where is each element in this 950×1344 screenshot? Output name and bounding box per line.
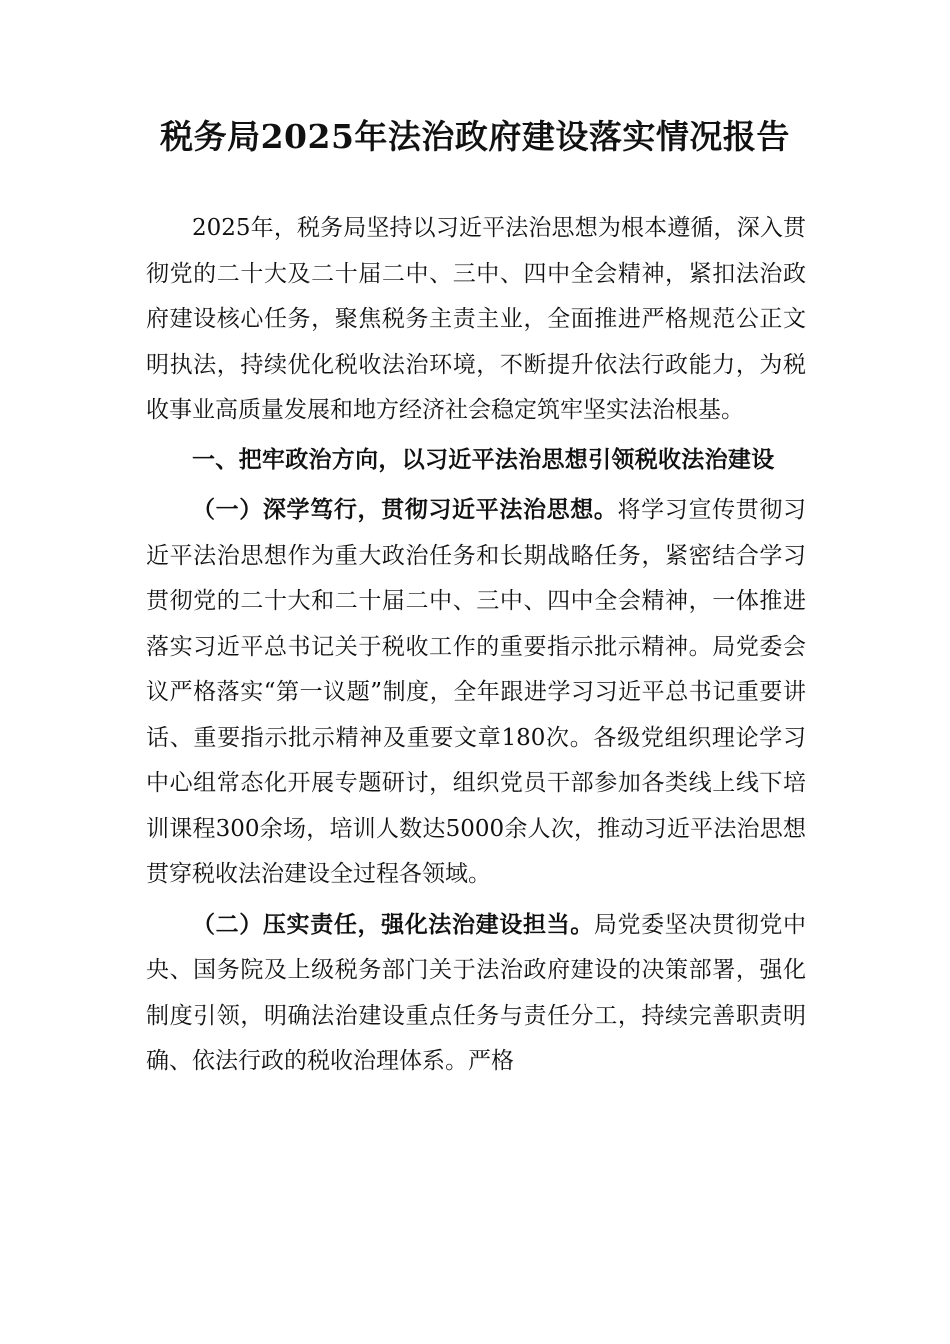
subsection-paragraph-1 [146, 487, 806, 898]
document-title: 税务局2025年法治政府建设落实情况报告 [160, 117, 790, 156]
subsection-text-1: 将学习宣传贯彻习近平法治思想作为重大政治任务和长期战略任务，紧密结合学习贯彻党的二十大和二十届二中、三中、四中全会精神，一体推进落实习近平总书记关于税收工作的重要指示批示精神。局党委会议严格落实“第一议题”制度，全年跟进学习习近平总书记重要讲话、重要指示批示精神及重要文章180次。各级党组织理论学习中心组常态化开展专题研讨，组织党员干部参加各类线上线下培训课程300余场，培训人数达5000余人次，推动习近平法治思想贯穿税收法治建设全过程各领域。 [146, 497, 807, 887]
subsection-heading-1: （一）深学笃行，贯彻习近平法治思想。 [192, 496, 618, 523]
document-body [146, 206, 806, 1085]
subsection-heading-2: （二）压实责任，强化法治建设担当。 [192, 910, 594, 938]
subsection-paragraph-2 [146, 902, 806, 1085]
section-heading-1: 一、把牢政治方向，以习近平法治思想引领税收法治建设 [192, 446, 775, 473]
intro-paragraph [146, 206, 806, 434]
intro-paragraph-text: 2025年，税务局坚持以习近平法治思想为根本遵循，深入贯彻党的二十大及二十届二中、三中、四中全会精神，紧扣法治政府建设核心任务，聚焦税务主责主业，全面推进严格规范公正文明执法，持续优化税收法治环境，不断提升依法行政能力，为税收事业高质量发展和地方经济社会稳定筑牢坚实法治根基。 [146, 215, 806, 423]
subsection-text-2: 局党委坚决贯彻党中央、国务院及上级税务部门关于法治政府建设的决策部署，强化制度引领，明确法治建设重点任务与责任分工，持续完善职责明确、依法行政的税收治理体系。严格 [146, 911, 807, 1074]
